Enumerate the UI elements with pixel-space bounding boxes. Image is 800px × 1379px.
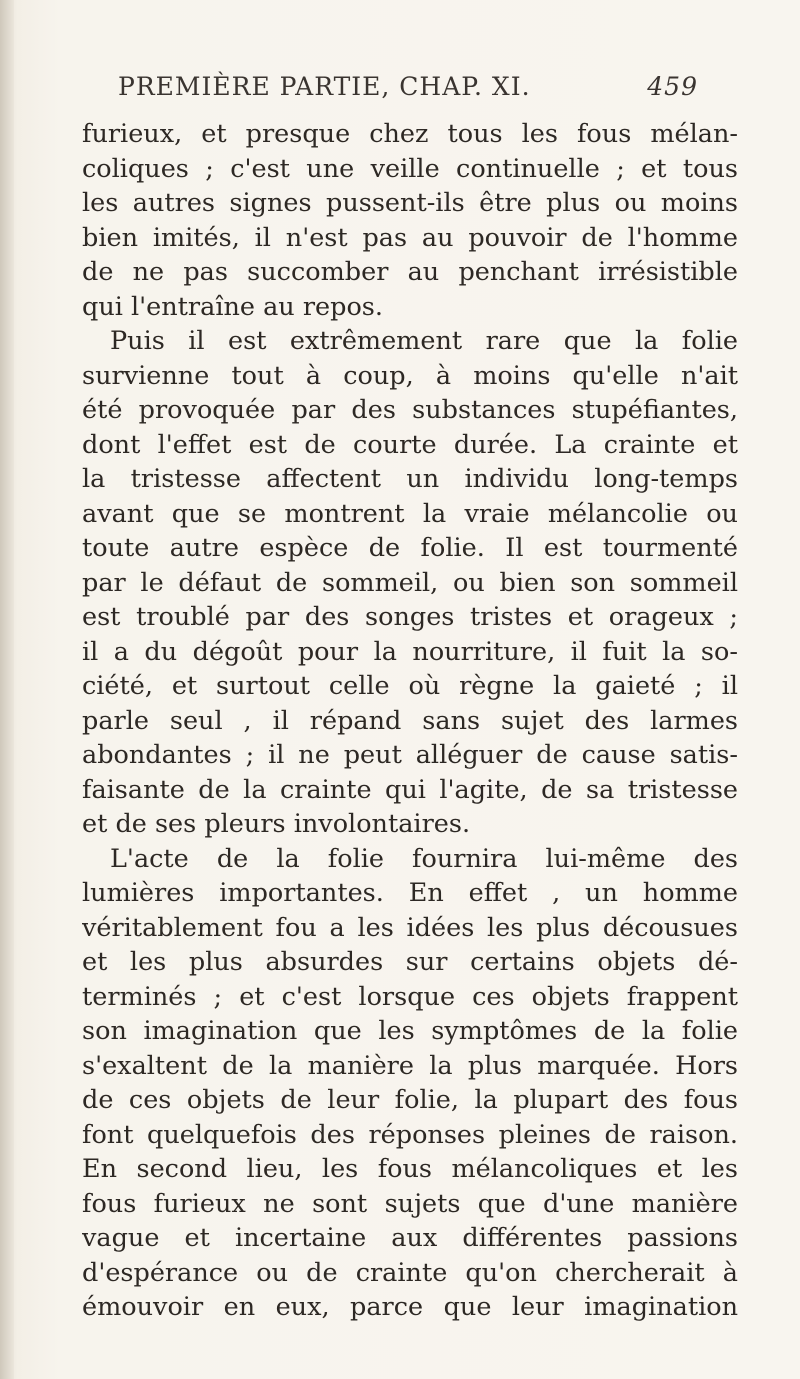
text-line: la tristesse affectent un individu long-temps bbox=[82, 464, 738, 494]
text-line: qui l'entraîne au repos. bbox=[82, 291, 383, 322]
text-line: et de ses pleurs involontaires. bbox=[82, 809, 471, 839]
running-head bbox=[118, 72, 698, 112]
text-line: dont l'effet est de courte durée. La crainte et bbox=[82, 429, 738, 460]
text-line: il a du dégoût pour la nourriture, il fuit la so- bbox=[82, 636, 738, 667]
text-line: de ne pas succomber au penchant irrésistible bbox=[82, 257, 738, 287]
text-line: d'espérance ou de crainte qu'on chercherait à bbox=[82, 1257, 738, 1288]
text-line: survienne tout à coup, à moins qu'elle n'ait bbox=[82, 360, 738, 391]
text-line: par le défaut de sommeil, ou bien son sommeil bbox=[82, 567, 738, 598]
body-text bbox=[82, 117, 738, 1325]
text-line: bien imités, il n'est pas au pouvoir de l'homme bbox=[82, 222, 738, 253]
text-line: lumières importantes. En effet , un homme bbox=[82, 878, 738, 908]
text-line: de ces objets de leur folie, la plupart des fous bbox=[82, 1085, 738, 1115]
text-line: véritablement fou a les idées les plus décousues bbox=[82, 912, 738, 943]
page-binding-edge bbox=[0, 0, 14, 1379]
text-line: abondantes ; il ne peut alléguer de cause satis- bbox=[82, 740, 738, 770]
text-line: et les plus absurdes sur certains objets dé- bbox=[82, 947, 738, 977]
text-line: ciété, et surtout celle où règne la gaieté ; il bbox=[82, 671, 738, 701]
text-line: faisante de la crainte qui l'agite, de sa tristesse bbox=[82, 774, 738, 805]
text-line: toute autre espèce de folie. Il est tourmenté bbox=[82, 533, 738, 563]
text-line: En second lieu, les fous mélancoliques et les bbox=[82, 1154, 738, 1184]
text-line: été provoquée par des substances stupéfiantes, bbox=[82, 395, 738, 425]
text-line: L'acte de la folie fournira lui-même des bbox=[110, 843, 738, 874]
text-line: est troublé par des songes tristes et orageux ; bbox=[82, 602, 738, 632]
text-line: son imagination que les symptômes de la folie bbox=[82, 1016, 738, 1046]
text-line: Puis il est extrêmement rare que la folie bbox=[110, 326, 738, 356]
text-line: font quelquefois des réponses pleines de raison. bbox=[82, 1119, 738, 1150]
text-line: furieux, et presque chez tous les fous mélan- bbox=[82, 119, 738, 149]
text-line: émouvoir en eux, parce que leur imagination bbox=[82, 1292, 738, 1322]
text-line: s'exaltent de la manière la plus marquée. Hors bbox=[82, 1050, 738, 1081]
running-head-title: PREMIÈRE PARTIE, CHAP. XI. bbox=[118, 72, 531, 101]
text-line: parle seul , il répand sans sujet des larmes bbox=[82, 705, 738, 736]
page-number: 459 bbox=[647, 72, 698, 101]
text-line: terminés ; et c'est lorsque ces objets frappent bbox=[82, 981, 738, 1012]
text-line: avant que se montrent la vraie mélancolie ou bbox=[82, 498, 738, 529]
text-line: les autres signes pussent-ils être plus ou moins bbox=[82, 188, 738, 218]
text-line: fous furieux ne sont sujets que d'une manière bbox=[82, 1188, 738, 1219]
text-line: coliques ; c'est une veille continuelle ; et tous bbox=[82, 153, 738, 184]
text-line: vague et incertaine aux différentes passions bbox=[82, 1223, 738, 1253]
